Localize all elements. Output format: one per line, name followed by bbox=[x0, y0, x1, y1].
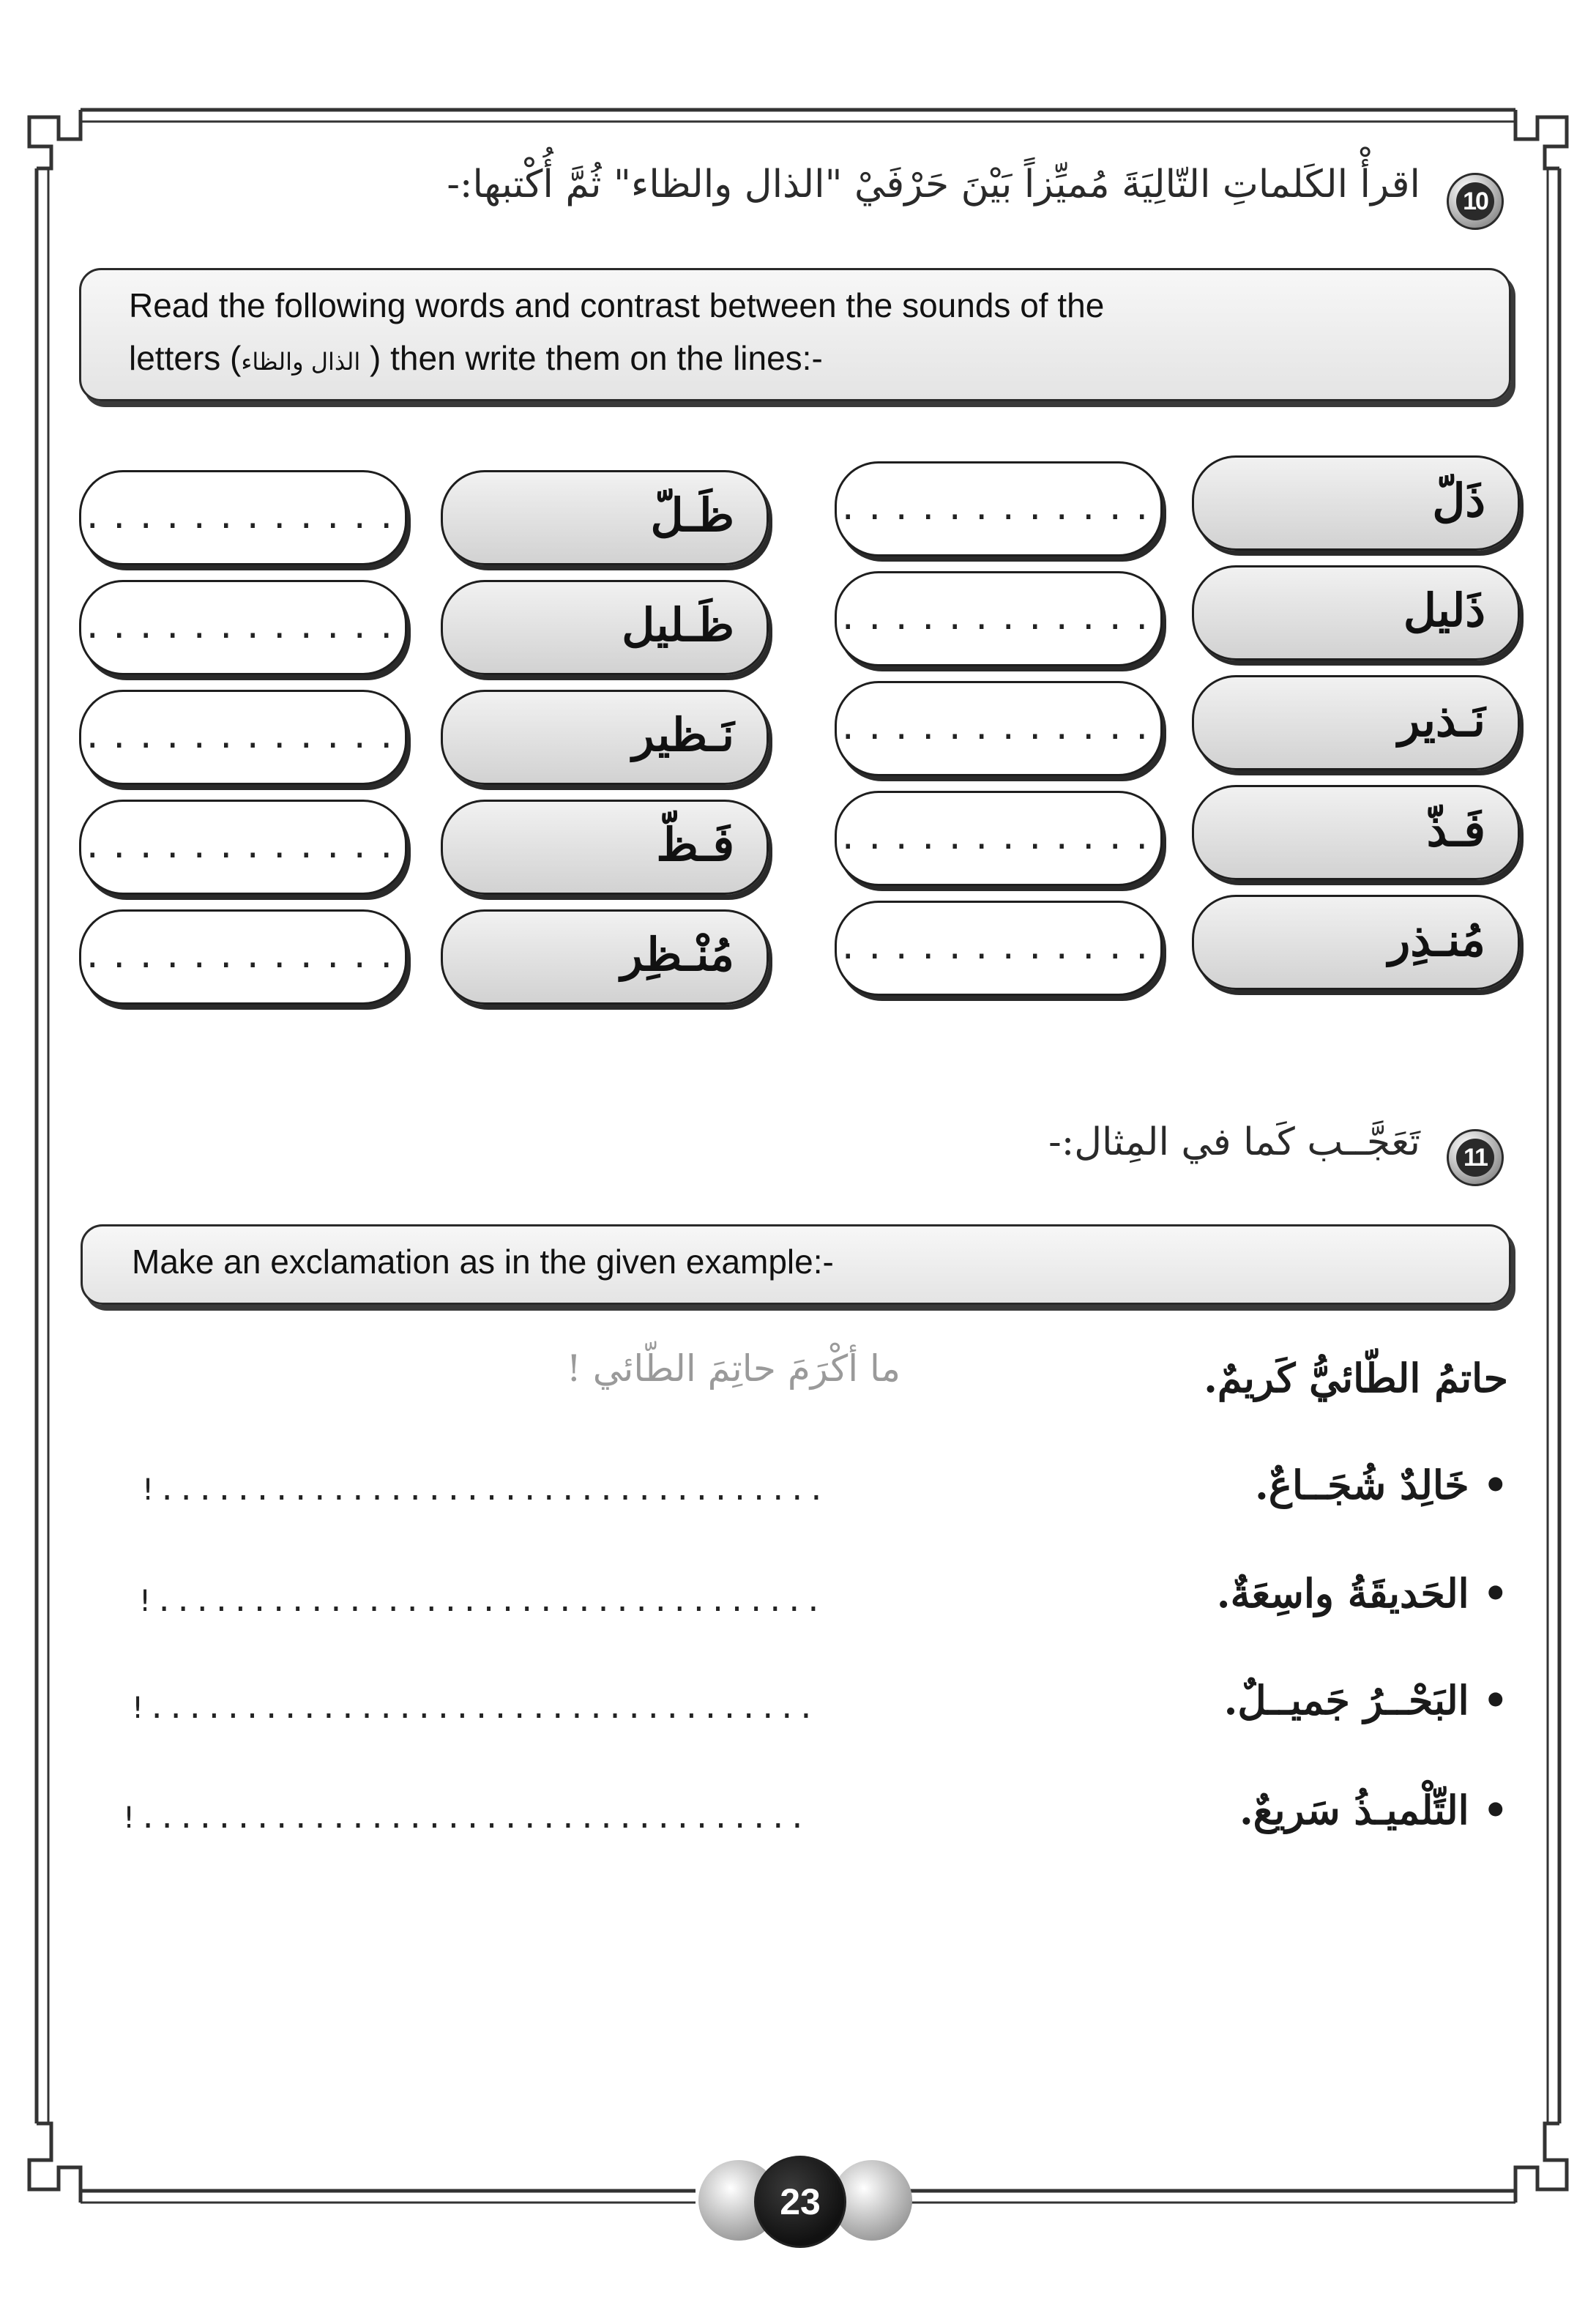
dal-answer-field[interactable]: ............ bbox=[835, 461, 1163, 556]
exercise-11-instruction: Make an exclamation as in the given example:- bbox=[132, 1243, 834, 1281]
dal-word: ذَليل bbox=[1403, 584, 1485, 637]
dal-word: مُنـذِر bbox=[1388, 913, 1485, 967]
instruction-line2-end: ) then write them on the lines:- bbox=[360, 339, 823, 377]
exercise-10-instruction-line1: Read the following words and contrast between the sounds of the bbox=[129, 286, 1105, 324]
bullet: • bbox=[1483, 1787, 1508, 1833]
exclamation-sentence: • البَحْــرُ جَميــلٌ. bbox=[1223, 1677, 1508, 1724]
bullet: • bbox=[1483, 1570, 1508, 1617]
dha-word-pill bbox=[441, 690, 769, 785]
exclamation-answer-line[interactable]: !................................... bbox=[136, 1585, 824, 1618]
dal-word: ذَلّ bbox=[1432, 474, 1485, 527]
dal-answer-field[interactable]: ............ bbox=[835, 791, 1163, 886]
exclamation-sentence: • الحَديقَةُ واسِعَةٌ. bbox=[1216, 1570, 1508, 1617]
exercise-10-number: 10 bbox=[1456, 182, 1494, 220]
dal-word-pill bbox=[1192, 785, 1520, 880]
dal-word-pill bbox=[1192, 565, 1520, 660]
bullet: • bbox=[1483, 1677, 1508, 1724]
dha-word-pill bbox=[441, 800, 769, 895]
dha-word-pill bbox=[441, 909, 769, 1005]
exclamation-answer-line[interactable]: !................................... bbox=[129, 1691, 816, 1725]
dha-word-pill bbox=[441, 580, 769, 675]
exclamation-sentence: • خَالِدٌ شُجَــاعٌ. bbox=[1255, 1462, 1508, 1508]
dha-word: فَـظّ bbox=[656, 818, 734, 871]
exercise-10-number-badge bbox=[1447, 173, 1504, 230]
instruction-line2-arabic-letters: الذال والظاء bbox=[241, 348, 361, 376]
exercise-11-number-badge bbox=[1447, 1129, 1504, 1186]
example-sentence: حاتمُ الطّائيُّ كَريمٌ. bbox=[1204, 1355, 1508, 1401]
exercise-11-title: تَعَجَّــب كَما في المِثال:- bbox=[1048, 1120, 1420, 1164]
dha-word-pill bbox=[441, 470, 769, 565]
bullet: • bbox=[1483, 1462, 1508, 1508]
exclamation-sentence: • التِّلْميـذُ سَريعٌ. bbox=[1239, 1787, 1508, 1833]
dha-word: ظَـلّ bbox=[650, 488, 734, 542]
dal-answer-field[interactable]: ............ bbox=[835, 571, 1163, 666]
dha-word: ظَـليل bbox=[622, 598, 734, 652]
dha-answer-field[interactable]: ............ bbox=[79, 580, 407, 675]
dal-answer-field[interactable]: ............ bbox=[835, 901, 1163, 996]
dal-word-pill bbox=[1192, 895, 1520, 990]
dha-answer-field[interactable]: ............ bbox=[79, 470, 407, 565]
exercise-11-number: 11 bbox=[1456, 1139, 1494, 1177]
dal-answer-field[interactable]: ............ bbox=[835, 681, 1163, 776]
exercise-10-instruction-line2 bbox=[129, 338, 823, 378]
dal-word: فَـذّ bbox=[1426, 803, 1485, 857]
dal-word-pill bbox=[1192, 675, 1520, 770]
page-number: 23 bbox=[754, 2156, 846, 2248]
exercise-10-title: اقرأْ الكَلماتِ التّالِيَةَ مُميِّزاً بَيْنَ حَرْفَيْ "الذال والظاء" ثُمَّ أُكْتبها:- bbox=[447, 163, 1420, 206]
dha-answer-field[interactable]: ............ bbox=[79, 909, 407, 1005]
exclamation-answer-line[interactable]: !................................... bbox=[139, 1473, 827, 1507]
dha-answer-field[interactable]: ............ bbox=[79, 800, 407, 895]
dha-word: مُنْـظِر bbox=[620, 928, 734, 981]
dha-word: نَـظير bbox=[632, 708, 734, 762]
exclamation-answer-line[interactable]: !................................... bbox=[120, 1801, 808, 1835]
instruction-line2-start: letters ( bbox=[129, 339, 242, 377]
dha-answer-field[interactable]: ............ bbox=[79, 690, 407, 785]
example-answer: ما أكْرَمَ حاتِمَ الطّائي ! bbox=[566, 1347, 900, 1390]
dal-word-pill bbox=[1192, 455, 1520, 551]
dal-word: نَـذير bbox=[1398, 693, 1485, 747]
